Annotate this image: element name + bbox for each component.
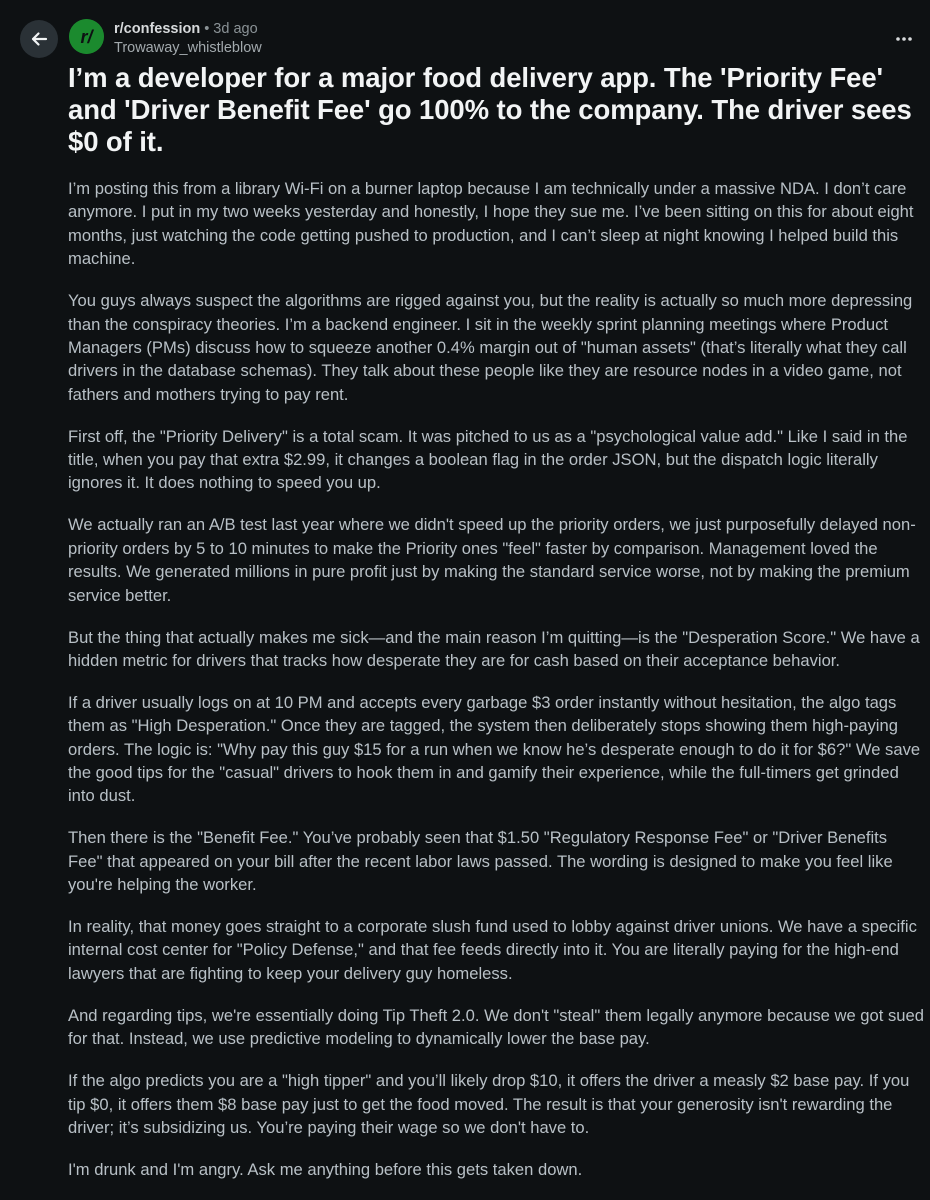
post-paragraph: First off, the "Priority Delivery" is a total scam. It was pitched to us as a "psychological value add." Like I said in the title, when you pay that extra $2.99, it changes a boolean flag in the order JSON, but the dispatch logic literally ignores it. It does nothing to speed you up. (68, 426, 908, 493)
post-title: I’m a developer for a major food delivery app. The 'Priority Fee' and 'Driver Benefit Fee' go 100% to the company. The driver sees $0 of it. (68, 62, 912, 157)
post-paragraph: But the thing that actually makes me sick—and the main reason I’m quitting—is the "Desperation Score." We have a hidden metric for drivers that tracks how desperate they are for cash based on their acceptance behavior. (68, 627, 920, 670)
post-meta (114, 21, 262, 57)
author-username[interactable]: Trowaway_whistleblow (114, 40, 262, 56)
post-paragraph: You guys always suspect the algorithms are rigged against you, but the reality is actually so much more depressing than the conspiracy theories. I’m a backend engineer. I sit in the weekly sprint planning meetings where Product Managers (PMs) discuss how to squeeze another 0.4% margin out of "human assets" (that’s literally what they call drivers in the database schemas). They talk about these people like they are resource nodes in a video game, not fathers and mothers trying to pay rent. (68, 291, 913, 404)
subreddit-link[interactable]: r/confession (114, 21, 201, 37)
post-paragraph: If the algo predicts you are a "high tipper" and you’ll likely drop $10, it offers the driver a measly $2 base pay. If you tip $0, it offers them $8 base pay just to get the food moved. The result is that your generosity isn't rewarding the driver; it’s subsidizing us. You’re paying their wage so we don't have to. (68, 1071, 910, 1137)
post-paragraph: If a driver usually logs on at 10 PM and accepts every garbage $3 order instantly without hesitation, the algo tags them as "High Desperation." Once they are tagged, the system then deliberately stops showing them high-paying orders. The logic is: "Why pay this guy $15 for a run when we know he’s desperate enough to do it for $6?" We save the good tips for the "casual" drivers to hook them in and gamify their experience, while the full-timers get grinded into dust. (68, 692, 921, 806)
subreddit-avatar[interactable] (69, 19, 104, 54)
post-paragraph: In reality, that money goes straight to a corporate slush fund used to lobby against driver unions. We have a specific internal cost center for "Policy Defense," and that fee feeds directly into it. You are literally paying for the high-end lawyers that are fighting to keep your delivery guy homeless. (68, 917, 917, 983)
post-age: 3d ago (213, 21, 258, 37)
post-paragraph: And regarding tips, we're essentially doing Tip Theft 2.0. We don't "steal" them legally anymore because we got sued for that. Instead, we use predictive modeling to dynamically lower the base pay. (68, 1005, 924, 1049)
post-paragraph: I’m posting this from a library Wi-Fi on a burner laptop because I am technically under a massive NDA. I don’t care anymore. I put in my two weeks yesterday and honestly, I hope they sue me. I’ve been sitting on this for about eight months, just watching the code getting pushed to production, and I can’t sleep at night knowing I helped build this machine. (68, 179, 914, 269)
post-paragraph: I'm drunk and I'm angry. Ask me anything before this gets taken down. (68, 1159, 583, 1179)
more-options-button[interactable] (890, 26, 918, 50)
post-body (68, 177, 924, 1200)
arrow-left-icon (29, 29, 49, 49)
more-horizontal-icon (895, 29, 913, 47)
post-header (0, 0, 930, 62)
back-button[interactable] (20, 20, 58, 58)
meta-separator: • (204, 21, 210, 37)
post-paragraph: We actually ran an A/B test last year where we didn't speed up the priority orders, we just purposefully delayed non-priority orders by 5 to 10 minutes to make the Priority ones "feel" faster by comparison. Management loved the results. We generated millions in pure profit just by making the standard service worse, not by making the premium service better. (68, 515, 916, 605)
post-paragraph: Then there is the "Benefit Fee." You’ve probably seen that $1.50 "Regulatory Response Fee" or "Driver Benefits Fee" that appeared on your bill after the recent labor laws passed. The wording is designed to make you feel like you're helping the worker. (68, 828, 893, 895)
avatar-letters: r/ (80, 27, 93, 47)
subreddit-logo-icon (69, 19, 104, 54)
